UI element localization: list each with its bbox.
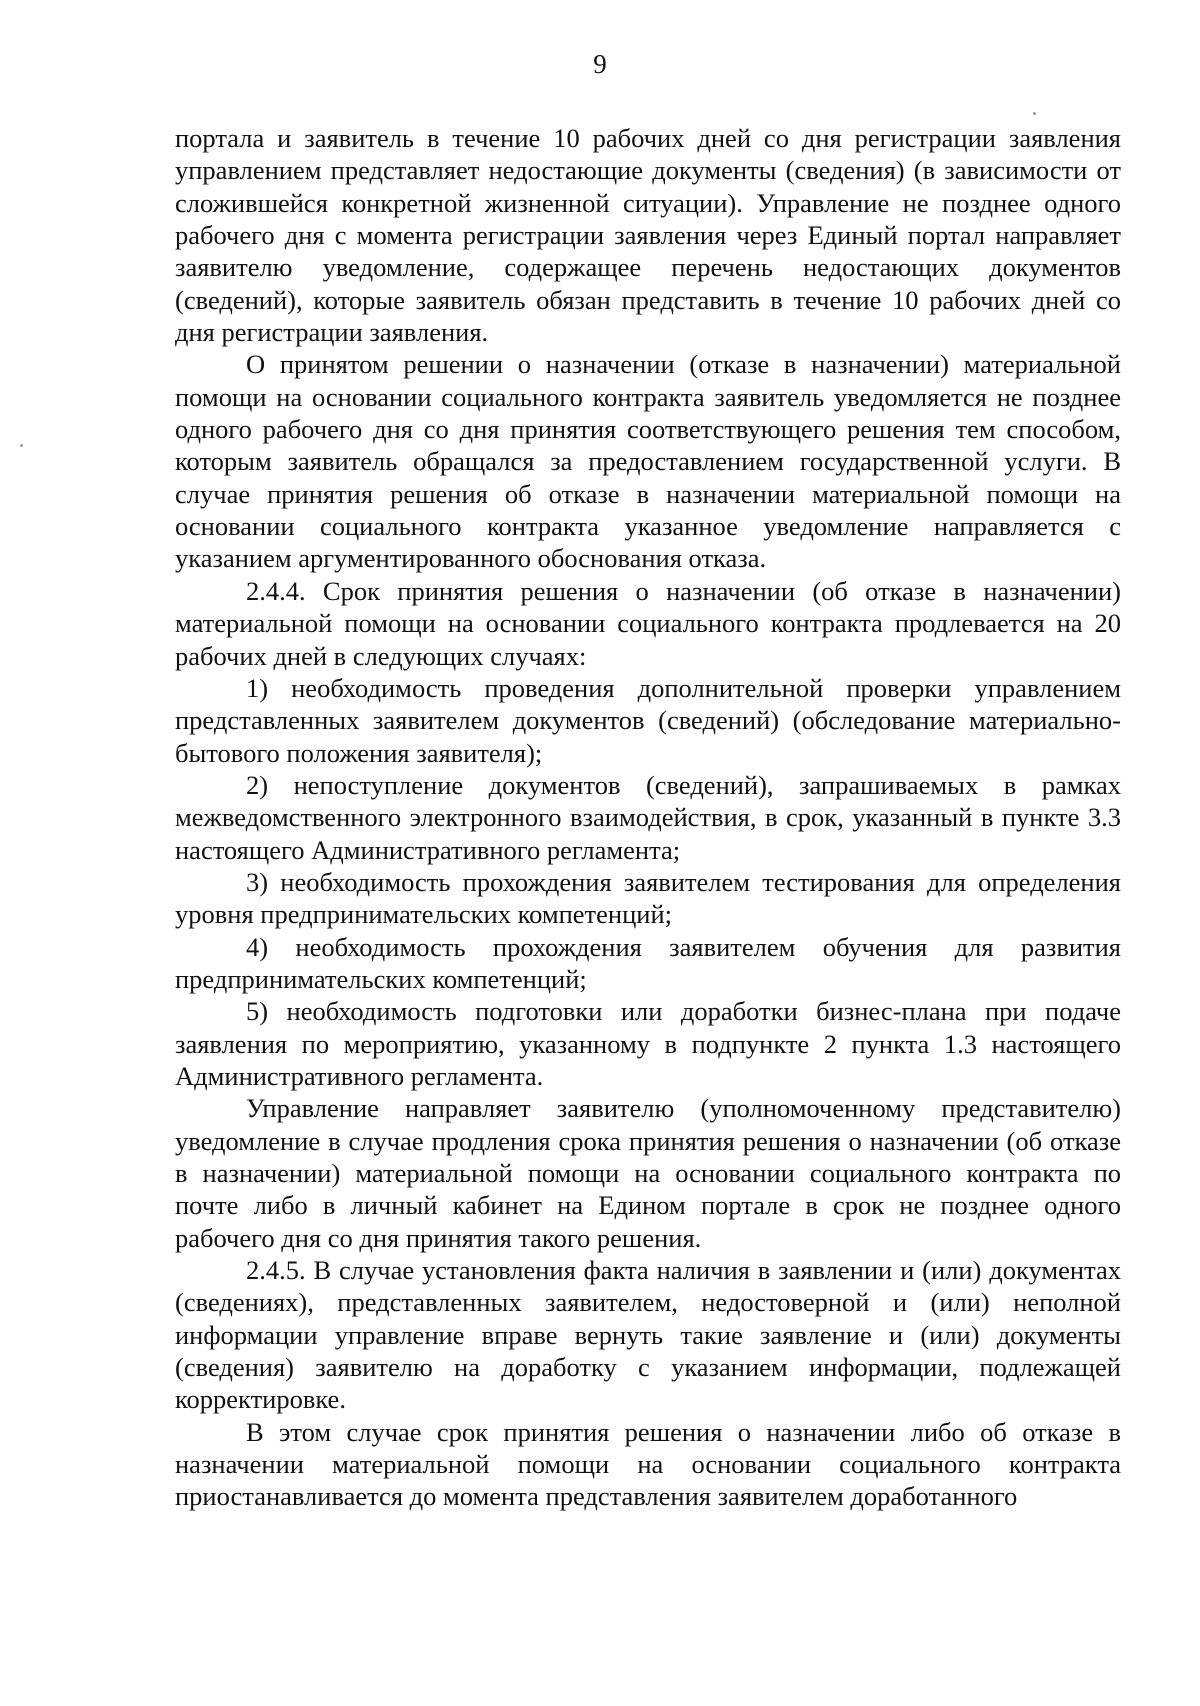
list-item-2: 2) непоступление документов (сведений), запрашиваемых в рамках межведомственного электронного взаимодействия, в срок, указанный в пункте 3.3 настоящего Административного регламента; [175, 769, 1121, 865]
paragraph-extension-notice: Управление направляет заявителю (уполномоченному представителю) уведомление в случае продления срока принятия решения о назначении (об отказе в назначении) материальной помощи на основании социального контракта по почте либо в личный кабинет на Едином портале в срок не позднее одного рабочего дня со дня принятия такого решения. [175, 1093, 1121, 1253]
scan-speck [20, 444, 23, 447]
list-item-1: 1) необходимость проведения дополнительной проверки управлением представленных заявителем документов (сведений) (обследование материально-бытового положения заявителя); [175, 672, 1121, 768]
list-item-3: 3) необходимость прохождения заявителем тестирования для определения уровня предпринимательских компетенций; [175, 866, 1121, 930]
paragraph-clause-2-4-4: 2.4.4. Срок принятия решения о назначении (об отказе в назначении) материальной помощи на основании социального контракта продлевается на 20 рабочих дней в следующих случаях: [175, 575, 1121, 671]
paragraph-decision-notice: О принятом решении о назначении (отказе в назначении) материальной помощи на основании социального контракта заявитель уведомляется не позднее одного рабочего дня со дня принятия соответствующего решения тем способом, которым заявитель обращался за предоставлением государственной услуги. В случае принятия решения об отказе в назначении материальной помощи на основании социального контракта указанное уведомление направляется с указанием аргументированного обоснования отказа. [175, 349, 1121, 574]
paragraph-clause-2-4-5: 2.4.5. В случае установления факта наличия в заявлении и (или) документах (сведениях), представленных заявителем, недостоверной и (или) неполной информации управление вправе вернуть такие заявление и (или) документы (сведения) заявителю на доработку с указанием информации, подлежащей корректировке. [175, 1255, 1121, 1415]
page-number: 9 [593, 49, 607, 79]
scan-speck [1033, 112, 1036, 115]
list-item-5: 5) необходимость подготовки или доработки бизнес-плана при подаче заявления по мероприятию, указанному в подпункте 2 пункта 1.3 настоящего Административного регламента. [175, 996, 1121, 1091]
document-body [175, 122, 1121, 1513]
paragraph-continuation: портала и заявитель в течение 10 рабочих дней со дня регистрации заявления управлением представляет недостающие документы (сведения) (в зависимости от сложившейся конкретной жизненной ситуации). Управление не позднее одного рабочего дня с момента регистрации заявления через Единый портал направляет заявителю уведомление, содержащее перечень недостающих документов (сведений), которые заявитель обязан представить в течение 10 рабочих дней со дня регистрации заявления. [175, 123, 1121, 348]
list-item-4: 4) необходимость прохождения заявителем обучения для развития предпринимательских компетенций; [175, 931, 1121, 994]
paragraph-suspension: В этом случае срок принятия решения о назначении либо об отказе в назначении материальной помощи на основании социального контракта приостанавливается до момента представления заявителем доработанного [175, 1416, 1121, 1512]
